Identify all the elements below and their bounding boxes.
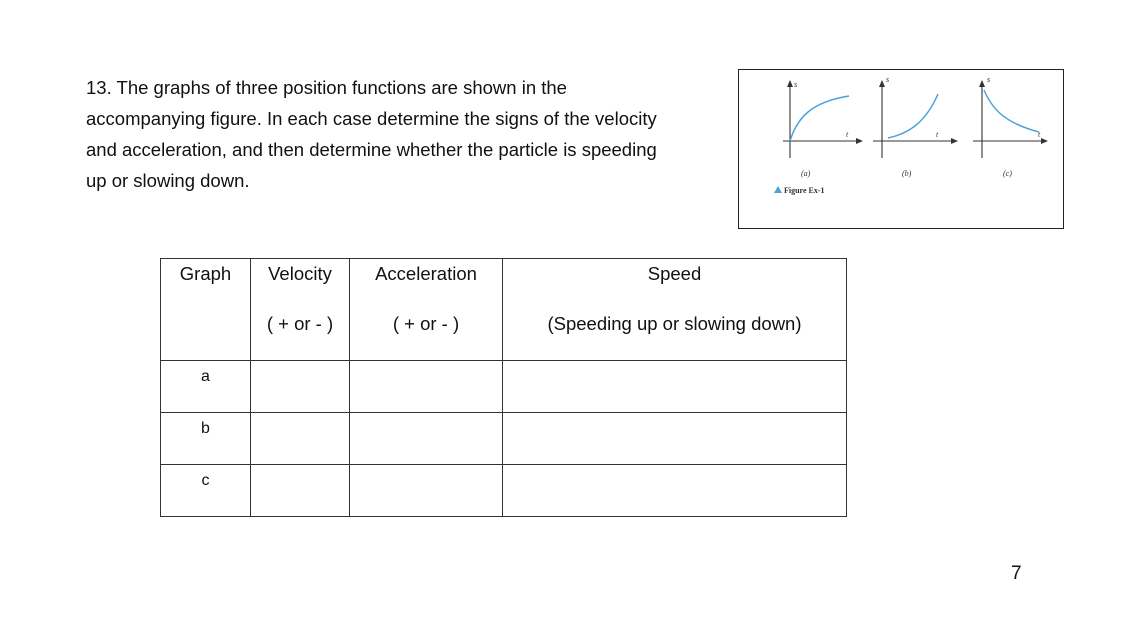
graph-cell [161, 361, 251, 413]
acceleration-cell[interactable] [350, 361, 503, 413]
velocity-cell[interactable] [251, 413, 350, 465]
header-subtitle: (Speeding up or slowing down) [547, 313, 802, 334]
x-axis-label: t [936, 130, 939, 139]
table-row [161, 361, 847, 413]
y-axis-label: s [794, 80, 798, 89]
panel-label-c: (c) [1003, 169, 1012, 178]
y-axis-label: s [886, 75, 890, 84]
header-title: Graph [179, 263, 232, 284]
table-row [161, 413, 847, 465]
y-axis-arrow-icon [879, 80, 885, 87]
x-axis-arrow-icon [951, 138, 958, 144]
table-header-row [161, 259, 847, 361]
position-graphs [739, 70, 1065, 230]
problem-line: 13. The graphs of three position functions are shown in the [86, 77, 567, 98]
y-axis-label: s [987, 75, 991, 84]
y-axis-arrow-icon [787, 80, 793, 87]
problem-line: up or slowing down. [86, 170, 250, 191]
header-subtitle: ( + or - ) [392, 313, 460, 334]
graph-label: a [201, 368, 210, 385]
header-subtitle: ( + or - ) [266, 313, 334, 334]
velocity-cell[interactable] [251, 361, 350, 413]
y-axis-arrow-icon [979, 80, 985, 87]
problem-line: accompanying figure. In each case determine the signs of the velocity [86, 108, 657, 129]
speed-cell[interactable] [503, 361, 847, 413]
x-axis-arrow-icon [1041, 138, 1048, 144]
curve-c [984, 90, 1039, 132]
curve-b [888, 94, 938, 138]
curve-a [790, 96, 849, 141]
header-title: Acceleration [375, 263, 477, 284]
problem-line: and acceleration, and then determine whether the particle is speeding [86, 139, 657, 160]
graph-c [973, 75, 1048, 178]
page-number: 7 [1011, 563, 1022, 584]
graph-label: b [201, 420, 210, 437]
graph-a [783, 80, 863, 178]
panel-label-a: (a) [801, 169, 811, 178]
speed-cell[interactable] [503, 465, 847, 517]
header-velocity [251, 259, 350, 361]
table-row [161, 465, 847, 517]
figure-ex-1 [738, 69, 1064, 229]
panel-label-b: (b) [902, 169, 912, 178]
graph-cell [161, 465, 251, 517]
velocity-cell[interactable] [251, 465, 350, 517]
header-title: Speed [647, 263, 702, 284]
header-title: Velocity [268, 263, 332, 284]
problem-statement [86, 72, 726, 196]
x-axis-label: t [846, 130, 849, 139]
graph-cell [161, 413, 251, 465]
header-speed [503, 259, 847, 361]
figure-caption: Figure Ex-1 [784, 186, 825, 195]
answer-table [160, 258, 847, 517]
caption-triangle-icon [774, 186, 782, 193]
graph-label: c [201, 472, 210, 489]
header-acceleration [350, 259, 503, 361]
graph-b [873, 75, 958, 178]
acceleration-cell[interactable] [350, 413, 503, 465]
x-axis-label: t [1038, 130, 1041, 139]
acceleration-cell[interactable] [350, 465, 503, 517]
speed-cell[interactable] [503, 413, 847, 465]
x-axis-arrow-icon [856, 138, 863, 144]
header-graph [161, 259, 251, 361]
